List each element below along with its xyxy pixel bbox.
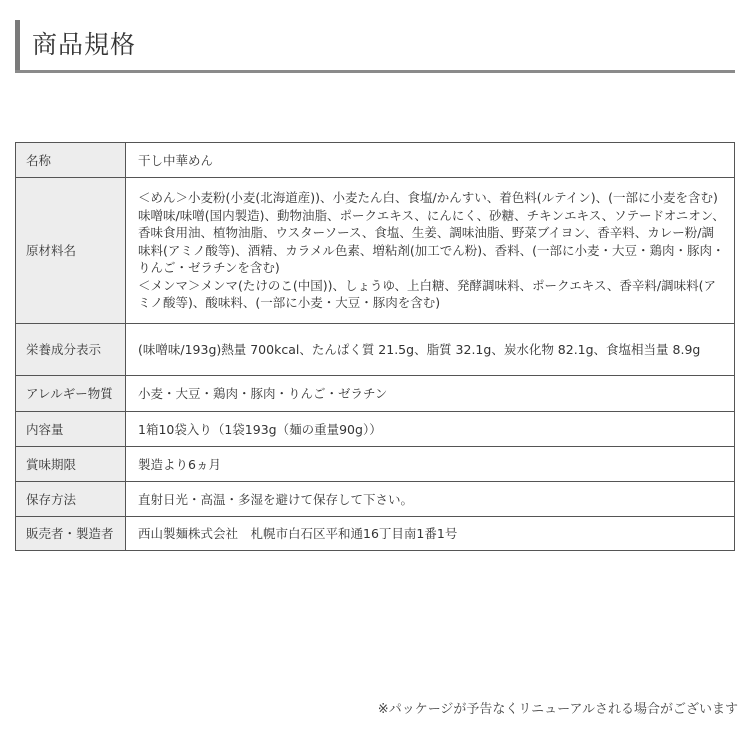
- section-header: [15, 20, 735, 72]
- ingredients-soup: 味噌味/味噌(国内製造)、動物油脂、ポークエキス、にんにく、砂糖、チキンエキス、ソテードオニオン、香味食用油、植物油脂、ウスターソース、食塩、生姜、調味油脂、野菜ブイヨン、香辛料、カレー粉/調味料(アミノ酸等)、酒精、カラメル色素、増粘剤(加工でん粉)、香料、(一部に小麦・大豆・鶏肉・豚肉・りんご・ゼラチンを含む): [138, 207, 725, 276]
- spec-value: 西山製麺株式会社 札幌市白石区平和通16丁目南1番1号: [126, 517, 735, 551]
- spec-value: (味噌味/193g)熱量 700kcal、たんぱく質 21.5g、脂質 32.1g、炭水化物 82.1g、食塩相当量 8.9g: [126, 324, 735, 376]
- spec-value: 1箱10袋入り（1袋193g（麺の重量90g））: [126, 412, 735, 447]
- spec-row-storage: [16, 482, 735, 517]
- spec-row-contents: [16, 412, 735, 447]
- ingredients-menma: ＜メンマ＞メンマ(たけのこ(中国))、しょうゆ、上白糖、発酵調味料、ポークエキス、香辛料/調味料(アミノ酸等)、酸味料、(一部に小麦・大豆・豚肉を含む): [138, 277, 716, 311]
- spec-row-seller: [16, 517, 735, 551]
- ingredients-noodles: ＜めん＞小麦粉(小麦(北海道産))、小麦たん白、食塩/かんすい、着色料(ルテイン)、(一部に小麦を含む): [138, 190, 718, 206]
- spec-label: アレルギー物質: [16, 376, 126, 412]
- spec-value: [126, 178, 735, 324]
- spec-label: 販売者・製造者: [16, 517, 126, 551]
- spec-label: 栄養成分表示: [16, 324, 126, 376]
- spec-value: 製造より6ヵ月: [126, 447, 735, 482]
- spec-row-allergens: [16, 376, 735, 412]
- spec-label: 名称: [16, 143, 126, 178]
- spec-value: 直射日光・高温・多湿を避けて保存して下さい。: [126, 482, 735, 517]
- spec-row-ingredients: [16, 178, 735, 324]
- page-title: 商品規格: [32, 30, 137, 59]
- spec-value: 小麦・大豆・鶏肉・豚肉・りんご・ゼラチン: [126, 376, 735, 412]
- title-accent-bar: [15, 20, 20, 72]
- spec-row-best-before: [16, 447, 735, 482]
- spec-table: [15, 142, 735, 551]
- footnote: ※パッケージが予告なくリニューアルされる場合がございます: [377, 702, 738, 717]
- spec-label: 保存方法: [16, 482, 126, 517]
- spec-row-nutrition: [16, 324, 735, 376]
- spec-label: 原材料名: [16, 178, 126, 324]
- spec-label: 内容量: [16, 412, 126, 447]
- title-underline: [15, 70, 735, 73]
- spec-row-name: [16, 143, 735, 178]
- spec-value: 干し中華めん: [126, 143, 735, 178]
- spec-label: 賞味期限: [16, 447, 126, 482]
